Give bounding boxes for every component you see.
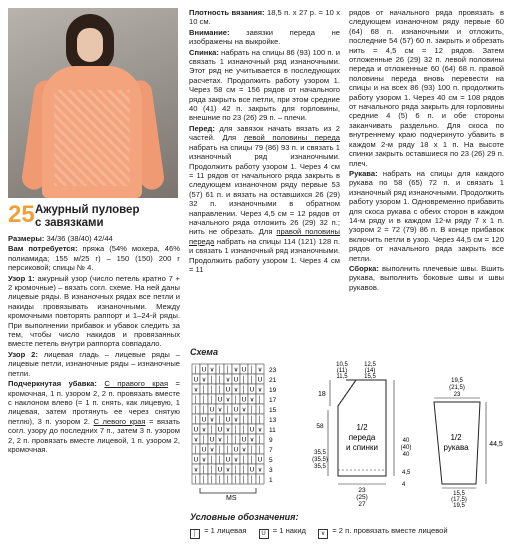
legend-yarn-over xyxy=(259,526,309,535)
sleeve-top-dims xyxy=(449,378,465,398)
chart-cell-symbol: │ xyxy=(257,436,263,444)
svg-text:19,5: 19,5 xyxy=(451,378,463,384)
front-top-dims xyxy=(336,362,376,380)
chart-cell-symbol: U xyxy=(209,406,215,414)
chart-cell-symbol: ∨ xyxy=(217,436,223,444)
chart-cell-symbol: U xyxy=(225,456,231,464)
materials-label: Вам потребуется: xyxy=(8,244,78,254)
front-continued-paragraph xyxy=(349,8,504,168)
knit-symbol-icon: │ xyxy=(190,529,200,539)
pattern2-label: Узор 2: xyxy=(8,349,38,359)
chart-cell-symbol: │ xyxy=(209,426,215,434)
chart-cell-symbol: │ xyxy=(193,406,199,414)
density-paragraph xyxy=(189,8,340,27)
chart-cell-symbol: │ xyxy=(249,416,255,424)
front-left-label: левой половины переда xyxy=(243,133,340,143)
chart-cell-symbol: ∨ xyxy=(257,426,263,434)
chart-cell-symbol: │ xyxy=(241,386,247,394)
chart-row-label: 7 xyxy=(269,447,273,454)
chart-cell-symbol: │ xyxy=(257,476,263,484)
chart-cell-symbol: U xyxy=(241,436,247,444)
chart-cell-symbol: │ xyxy=(193,366,199,374)
chart-row-label: 17 xyxy=(269,397,277,404)
sizes-paragraph xyxy=(8,234,180,243)
chart-cell-symbol: │ xyxy=(241,376,247,384)
legend-k2tog-text: = 2 п. провязать вместе лицевой xyxy=(332,526,448,535)
front-label: Перед: xyxy=(189,123,215,133)
chart-cell-symbol: │ xyxy=(209,386,215,394)
density-text: 18,5 п. х 27 р. = 10 х 10 см. xyxy=(189,8,340,27)
sleeves-text: набрать на спицы для каждого рукава по 58 (65) 72 п. и связать 1 изнаночный ряд изнаночными. Продолжить работу узором 1. Одновременно прибавить для скоса рукава с обеих сторон в каждом 14-м ряду и в каждом 12-м ряду 7 х 1 п. узором 2 = 72 (79) 86 п. В конце прибавок включить петли в узор. Через 44,5 см = 120 рядов от начального ряда закрыть все петли. xyxy=(349,168,504,263)
chart-cell-symbol: ∨ xyxy=(233,456,239,464)
chart-cell-symbol: ∨ xyxy=(249,436,255,444)
chart-cell-symbol: ∨ xyxy=(241,406,247,414)
chart-cell-symbol: ∨ xyxy=(257,386,263,394)
front-paragraph xyxy=(189,124,340,275)
chart-cell-symbol: │ xyxy=(241,476,247,484)
chart-cell-symbol: │ xyxy=(249,366,255,374)
chart-cell-symbol: U xyxy=(233,446,239,454)
chart-cell-symbol: │ xyxy=(193,476,199,484)
sizes-label: Размеры: xyxy=(8,234,45,243)
chart-cell-symbol: ∨ xyxy=(201,426,207,434)
assembly-text: выполнить плечевые швы. Вшить рукава, выполнить боковые швы и швы рукавов. xyxy=(349,263,504,292)
text-column-1 xyxy=(8,234,180,455)
attention-label: Внимание: xyxy=(189,27,230,37)
chart-cell-symbol: ∨ xyxy=(209,446,215,454)
chart-cell-symbol: ∨ xyxy=(193,466,199,474)
front-label xyxy=(346,423,378,452)
svg-text:23: 23 xyxy=(358,487,366,494)
chart-cell-symbol: U xyxy=(225,416,231,424)
chart-cell-symbol: U xyxy=(193,376,199,384)
pattern-title-line2: с завязками xyxy=(35,217,104,229)
chart-row-label: 15 xyxy=(269,407,277,414)
chart-cell-symbol: │ xyxy=(233,436,239,444)
sizes-text: 34/36 (38/40) 42/44 xyxy=(46,234,113,243)
svg-text:19,5: 19,5 xyxy=(453,503,465,508)
chart-cell-symbol: │ xyxy=(233,396,239,404)
chart-cell-symbol: ∨ xyxy=(233,416,239,424)
svg-text:15,5: 15,5 xyxy=(453,491,465,497)
chart-cell-symbol: U xyxy=(241,366,247,374)
chart-cell-symbol: │ xyxy=(233,426,239,434)
photo-pullover xyxy=(42,66,142,198)
legend-knit-text: = 1 лицевая xyxy=(204,526,247,535)
materials-text: пряжа (54% мохера, 46% полиамида; 155 м/25 г) – 150 (150) 200 г персиковой; спицы № 4. xyxy=(8,244,180,273)
chart-cell-symbol: │ xyxy=(217,366,223,374)
chart-cell-symbol: │ xyxy=(233,476,239,484)
chart-repeat-bracket xyxy=(200,488,256,493)
chart-cell-symbol: ∨ xyxy=(201,456,207,464)
chart-row-label: 9 xyxy=(269,437,273,444)
decrease-paragraph xyxy=(8,379,180,454)
svg-text:(17,5): (17,5) xyxy=(451,497,467,503)
text-column-2 xyxy=(189,8,340,275)
back-text: набрать на спицы 86 (93) 100 п. и связать 1 изнаночный ряд изнаночными. Этот ряд не учитывается в последующих расчетах. Продолжить работу узором 1. Через 58 см = 156 рядов от начального ряда закрыть все петли, при этом средние 40 (41) 42 п. закрыть для горловины, внешние по 23 (26) 29 п. – плечи. xyxy=(189,47,340,123)
chart-cell-symbol: │ xyxy=(249,476,255,484)
chart-cell-symbol: │ xyxy=(225,446,231,454)
decrease-left-text: = вязать согл. узору до последних 7 п., затем 3 п. узором 2, 2 п. провязать вместе лицевой, 1 п. узором 2, кромочная. xyxy=(8,416,180,454)
chart-cell-symbol: │ xyxy=(209,456,215,464)
chart-cell-symbol: U xyxy=(249,466,255,474)
chart-cell-symbol: │ xyxy=(249,406,255,414)
chart-cell-symbol: U xyxy=(241,396,247,404)
front-right-mid: 4,5 xyxy=(402,470,411,476)
chart-grid xyxy=(192,364,264,493)
chart-cell-symbol: │ xyxy=(257,446,263,454)
chart-cell-symbol: ∨ xyxy=(249,396,255,404)
knitting-chart xyxy=(190,362,286,502)
chart-ms-label: MS xyxy=(226,495,237,502)
front-right-dims xyxy=(401,438,412,458)
chart-cell-symbol: │ xyxy=(249,456,255,464)
chart-cell-symbol: │ xyxy=(209,396,215,404)
chart-row-label: 3 xyxy=(269,467,273,474)
decrease-right-label: С правого края xyxy=(104,379,169,389)
chart-cell-symbol: U xyxy=(201,366,207,374)
chart-cell-symbol: ∨ xyxy=(257,366,263,374)
front-text-b: набрать на спицы 79 (86) 93 п. и связать 1 изнаночный ряд изнаночными. Продолжить работу узором 1. Через 4 см = 11 рядов от начального ряда закрыть в следующем изнаночном ряду первые 53 (57) 61 п. и вязать на оставшихся 26 (29) 32 п. изнаночными в обратном направлении. Через 4,5 см = 12 рядов от начального ряда отложить 26 (29) 32 п.; нить не обрезать. Для xyxy=(189,142,340,237)
chart-cell-symbol: ∨ xyxy=(201,376,207,384)
svg-text:1/2: 1/2 xyxy=(356,423,368,432)
chart-cell-symbol: │ xyxy=(249,446,255,454)
chart-cell-symbol: │ xyxy=(257,416,263,424)
legend-k2tog xyxy=(318,526,448,535)
chart-cell-symbol: │ xyxy=(201,476,207,484)
chart-cell-symbol: │ xyxy=(201,466,207,474)
chart-cell-symbol: ∨ xyxy=(217,406,223,414)
svg-text:(40): (40) xyxy=(400,445,412,451)
pattern1-text: ажурный узор (число петель кратно 7 + 2 кромочные) – вязать согл. схеме. На ней даны лицевые ряды. В изнаночных рядах все петли и накиды провязывать изнаночными. Между кромочными повторять раппорт и 1–24-й ряды. При выполнении прибавок и убавок следить за тем, чтобы число накидов и провязанных вместе петель внутри раппорта совпадало. xyxy=(8,273,180,349)
svg-text:15,5: 15,5 xyxy=(364,374,376,380)
k2tog-symbol-icon: ∨ xyxy=(318,529,328,539)
sleeves-paragraph xyxy=(349,169,504,263)
front-height-total: 58 xyxy=(316,423,324,430)
chart-cell-symbol: ∨ xyxy=(233,386,239,394)
svg-text:40: 40 xyxy=(402,438,410,444)
chart-cell-symbol: │ xyxy=(209,376,215,384)
chart-cell-symbol: │ xyxy=(241,456,247,464)
chart-cell-symbol: U xyxy=(217,426,223,434)
chart-cell-symbol: │ xyxy=(193,416,199,424)
sleeves-label: Рукава: xyxy=(349,168,378,178)
attention-text: завязки переда не изображены на выкройке. xyxy=(189,27,340,47)
chart-cell-symbol: U xyxy=(217,466,223,474)
chart-cell-symbol: U xyxy=(209,436,215,444)
chart-cell-symbol: │ xyxy=(217,386,223,394)
svg-text:(11): (11) xyxy=(336,368,348,374)
svg-text:переда: переда xyxy=(348,433,376,442)
chart-row-labels xyxy=(269,367,277,484)
chart-cell-symbol: │ xyxy=(257,406,263,414)
front-right-label: правой половины переда xyxy=(189,227,340,246)
pattern1-label: Узор 1: xyxy=(8,273,35,283)
chart-cell-symbol: │ xyxy=(217,456,223,464)
front-text-a: для завязок начать вязать из 2 частей. Для xyxy=(189,123,340,143)
chart-row-label: 21 xyxy=(269,377,277,384)
text-column-3 xyxy=(349,8,504,293)
chart-cell-symbol: │ xyxy=(201,396,207,404)
pattern2-text: лицевая гладь – лицевые ряды – лицевые петли, изнаночные ряды – изнаночные петли. xyxy=(8,349,180,378)
front-text-c: набрать на спицы 114 (121) 128 п. и связать 1 изнаночный ряд изнаночными. Продолжить работу узором 1. Через 4 см = 11 xyxy=(189,236,340,274)
chart-cell-symbol: U xyxy=(201,416,207,424)
chart-cell-symbol: │ xyxy=(225,406,231,414)
chart-cell-symbol: │ xyxy=(225,476,231,484)
sleeve-schematic xyxy=(420,376,508,508)
svg-text:40: 40 xyxy=(402,452,410,458)
chart-row-label: 5 xyxy=(269,457,273,464)
svg-text:35,5: 35,5 xyxy=(314,464,326,470)
svg-text:27: 27 xyxy=(358,501,366,508)
assembly-label: Сборка: xyxy=(349,263,379,273)
chart-row-label: 11 xyxy=(269,427,276,434)
chart-cell-symbol: ∨ xyxy=(257,466,263,474)
sleeve-label xyxy=(443,433,469,452)
chart-cell-symbol: │ xyxy=(225,436,231,444)
svg-text:23: 23 xyxy=(453,392,461,398)
chart-row-label: 23 xyxy=(269,367,277,374)
chart-cell-symbol: U xyxy=(193,456,199,464)
svg-text:(25): (25) xyxy=(356,494,368,501)
assembly-paragraph xyxy=(349,264,504,292)
chart-cell-symbol: ∨ xyxy=(225,466,231,474)
svg-text:(21,5): (21,5) xyxy=(449,385,465,391)
chart-cell-symbol: U xyxy=(193,426,199,434)
chart-cell-symbol: │ xyxy=(257,396,263,404)
chart-cell-symbol: U xyxy=(257,456,263,464)
back-paragraph xyxy=(189,48,340,123)
chart-cell-symbol: │ xyxy=(249,376,255,384)
pattern-title-line1: Ажурный пуловер xyxy=(35,204,140,216)
back-label: Спинка: xyxy=(189,47,219,57)
photo-face xyxy=(77,28,103,62)
sleeve-bottom-dims xyxy=(451,491,467,508)
svg-text:1/2: 1/2 xyxy=(450,433,462,442)
front-height-18: 18 xyxy=(318,391,326,398)
chart-row-label: 13 xyxy=(269,417,277,424)
chart-cell-symbol: ∨ xyxy=(193,386,199,394)
chart-cell-symbol: ∨ xyxy=(193,436,199,444)
svg-text:рукава: рукава xyxy=(443,443,469,452)
chart-cell-symbol: U xyxy=(249,386,255,394)
chart-cell-symbol: │ xyxy=(241,426,247,434)
chart-row-label: 1 xyxy=(269,477,273,484)
chart-cell-symbol: U xyxy=(225,386,231,394)
chart-cell-symbol: │ xyxy=(209,476,215,484)
legend-yarn-over-text: = 1 накид xyxy=(272,526,306,535)
chart-cell-symbol: │ xyxy=(217,416,223,424)
chart-row-label: 19 xyxy=(269,387,277,394)
decrease-right-text: = кромочная, 1 п. узором 2, 2 п. провязать вместе с наклоном влево (= 1 п. снять, как лицевую, 1 лицевая, затем протянуть ее через снятую петлю), 3 п. узором 2. xyxy=(8,379,180,426)
chart-cell-symbol: ∨ xyxy=(225,396,231,404)
chart-cell-symbol: │ xyxy=(217,476,223,484)
svg-text:(35,5): (35,5) xyxy=(312,457,328,463)
svg-text:35,5: 35,5 xyxy=(314,450,326,456)
chart-cell-symbol: ∨ xyxy=(225,426,231,434)
chart-cell-symbol: │ xyxy=(193,446,199,454)
legend-row xyxy=(190,526,506,539)
legend-title: Условные обозначения: xyxy=(190,512,299,522)
chart-cell-symbol: │ xyxy=(201,386,207,394)
chart-cell-symbol: U xyxy=(257,376,263,384)
svg-text:11,5: 11,5 xyxy=(336,374,348,380)
chart-cell-symbol: │ xyxy=(233,466,239,474)
pattern-number: 25 xyxy=(8,201,35,228)
chart-cell-symbol: U xyxy=(233,406,239,414)
chart-cell-symbol: ∨ xyxy=(241,446,247,454)
schema-title: Схема xyxy=(190,347,218,357)
svg-text:и спинки: и спинки xyxy=(346,443,378,452)
chart-cell-symbol: ∨ xyxy=(225,376,231,384)
model-photo xyxy=(8,8,178,198)
legend-knit xyxy=(190,526,249,535)
chart-cell-symbol: │ xyxy=(241,466,247,474)
chart-cell-symbol: │ xyxy=(217,446,223,454)
chart-cell-symbol: │ xyxy=(193,396,199,404)
chart-cell-symbol: U xyxy=(217,396,223,404)
front-continued-text: рядов от начального ряда провязать в следующем изнаночном ряду первые 60 (64) 68 п. изнаночными и отложить, последние 54 (57) 60 п. закрыть и обрезать нить = 4,5 см = 12 рядов. Затем отложенные 26 (29) 32 п. левой половины переда и отложенные 60 (64) 68 п. правой половины переда вновь перевести на спицы и на всех 86 (93) 100 п. продолжить работу узором 1. Через 40 см = 108 рядов от начального ряда закрыть для горловины средние 4 (5) 6 п. и обе стороны заканчивать раздельно. Для скоса по внутреннему краю подчеркнуто убавить в каждом 2-м ряду 18 х 1 п. На высоте спинки закрыть оставшиеся по 23 (26) 29 п. плеч. xyxy=(349,8,504,168)
chart-cell-symbol: │ xyxy=(201,406,207,414)
chart-cell-symbol: ∨ xyxy=(233,366,239,374)
chart-cell-symbol: ∨ xyxy=(209,416,215,424)
front-right-low: 4 xyxy=(402,482,406,488)
decrease-label: Подчеркнутая убавка: xyxy=(8,379,97,389)
sleeve-height-total: 44,5 xyxy=(489,441,503,448)
svg-text:10,5: 10,5 xyxy=(336,362,348,368)
chart-cell-symbol: U xyxy=(233,376,239,384)
yarn-over-symbol-icon: U xyxy=(259,529,269,539)
chart-cell-symbol: ∨ xyxy=(209,366,215,374)
attention-paragraph xyxy=(189,28,340,47)
pattern2-paragraph xyxy=(8,350,180,378)
chart-cell-symbol: │ xyxy=(225,366,231,374)
decrease-left-label: С левого края xyxy=(93,416,146,426)
front-left-dims xyxy=(312,450,328,470)
chart-cell-symbol: │ xyxy=(209,466,215,474)
materials-paragraph xyxy=(8,244,180,272)
pattern1-paragraph xyxy=(8,274,180,349)
density-label: Плотность вязания: xyxy=(189,8,265,17)
chart-cell-symbol: │ xyxy=(201,436,207,444)
chart-cell-symbol: U xyxy=(201,446,207,454)
svg-text:(14): (14) xyxy=(364,368,376,374)
chart-cell-symbol: │ xyxy=(217,376,223,384)
chart-cell-symbol: │ xyxy=(241,416,247,424)
svg-text:12,5: 12,5 xyxy=(364,362,376,368)
front-bottom-dims xyxy=(356,487,368,508)
chart-cell-symbol: U xyxy=(249,426,255,434)
front-back-schematic xyxy=(298,358,420,508)
